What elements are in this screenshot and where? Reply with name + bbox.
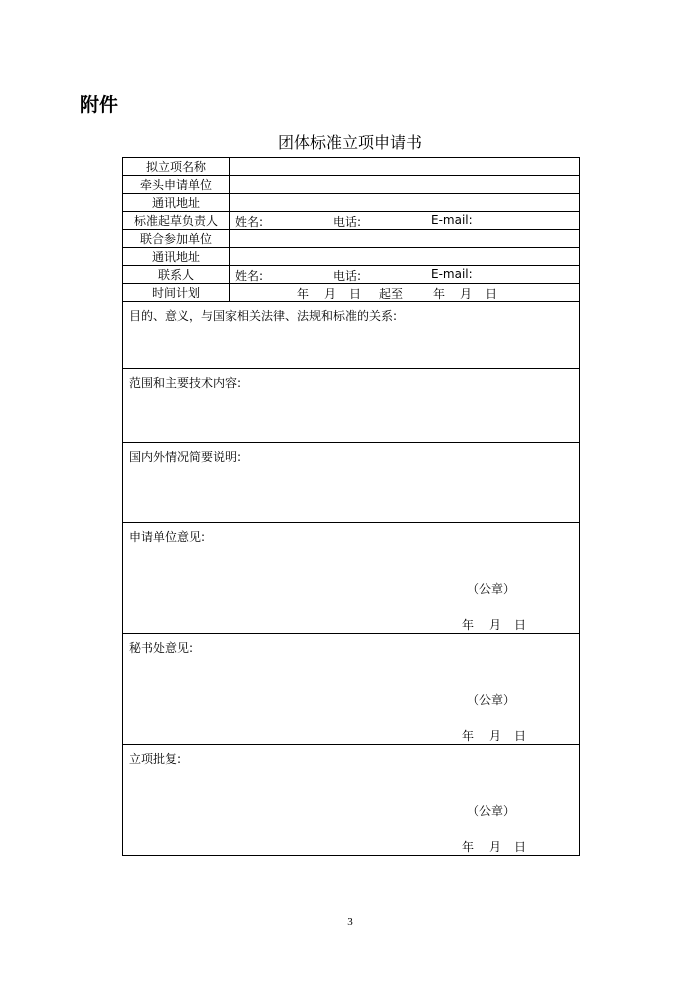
page-number: 3 bbox=[347, 916, 353, 928]
day-label: 日 bbox=[514, 840, 527, 854]
row-proposed-name bbox=[123, 158, 580, 176]
end-day-label: 日 bbox=[485, 287, 498, 301]
row-approval bbox=[123, 745, 580, 856]
month-label: 月 bbox=[489, 618, 502, 632]
phone-label: 电话: bbox=[333, 215, 362, 229]
field-purpose[interactable] bbox=[123, 302, 580, 369]
start-day-label: 日 bbox=[349, 287, 362, 301]
approval-label: 立项批复: bbox=[129, 752, 182, 766]
secretariat-opinion-label: 秘书处意见: bbox=[129, 641, 194, 655]
label-schedule: 时间计划 bbox=[123, 284, 230, 302]
day-label: 日 bbox=[514, 618, 527, 632]
seal-label: （公章） bbox=[467, 804, 516, 818]
label-contact-person: 联系人 bbox=[123, 266, 230, 284]
field-status[interactable] bbox=[123, 443, 580, 523]
applicant-opinion-label: 申请单位意见: bbox=[129, 530, 206, 544]
row-lead-address bbox=[123, 194, 580, 212]
row-schedule bbox=[123, 284, 580, 302]
label-joint-units: 联合参加单位 bbox=[123, 230, 230, 248]
row-applicant-opinion bbox=[123, 523, 580, 634]
field-approval[interactable] bbox=[123, 745, 580, 856]
scope-label: 范围和主要技术内容: bbox=[129, 376, 242, 390]
day-label: 日 bbox=[514, 729, 527, 743]
field-applicant-opinion[interactable] bbox=[123, 523, 580, 634]
row-scope bbox=[123, 369, 580, 443]
row-drafting-lead bbox=[123, 212, 580, 230]
row-contact-person bbox=[123, 266, 580, 284]
purpose-label: 目的、意义，与国家相关法律、法规和标准的关系: bbox=[129, 309, 398, 323]
field-lead-address[interactable] bbox=[230, 194, 580, 212]
row-joint-units bbox=[123, 230, 580, 248]
label-joint-address: 通讯地址 bbox=[123, 248, 230, 266]
email-label: E-mail: bbox=[431, 267, 473, 281]
end-year-label: 年 bbox=[433, 287, 446, 301]
month-label: 月 bbox=[489, 840, 502, 854]
phone-label: 电话: bbox=[333, 269, 362, 283]
field-proposed-name[interactable] bbox=[230, 158, 580, 176]
row-secretariat-opinion bbox=[123, 634, 580, 745]
start-month-label: 月 bbox=[324, 287, 337, 301]
row-joint-address bbox=[123, 248, 580, 266]
label-proposed-name: 拟立项名称 bbox=[123, 158, 230, 176]
field-scope[interactable] bbox=[123, 369, 580, 443]
end-month-label: 月 bbox=[460, 287, 473, 301]
field-drafting-lead-contact[interactable] bbox=[230, 212, 580, 230]
year-label: 年 bbox=[462, 840, 475, 854]
field-lead-unit[interactable] bbox=[230, 176, 580, 194]
field-joint-address[interactable] bbox=[230, 248, 580, 266]
year-label: 年 bbox=[462, 618, 475, 632]
attachment-label: 附件 bbox=[80, 94, 119, 116]
field-contact-person[interactable] bbox=[230, 266, 580, 284]
seal-label: （公章） bbox=[467, 693, 516, 707]
label-lead-address: 通讯地址 bbox=[123, 194, 230, 212]
label-drafting-lead: 标准起草负责人 bbox=[123, 212, 230, 230]
application-form-table bbox=[122, 157, 580, 856]
name-label: 姓名: bbox=[235, 269, 264, 283]
field-secretariat-opinion[interactable] bbox=[123, 634, 580, 745]
label-lead-unit: 牵头申请单位 bbox=[123, 176, 230, 194]
start-year-label: 年 bbox=[297, 287, 310, 301]
row-status bbox=[123, 443, 580, 523]
form-title: 团体标准立项申请书 bbox=[277, 133, 422, 152]
field-joint-units[interactable] bbox=[230, 230, 580, 248]
to-label: 起至 bbox=[379, 287, 404, 301]
name-label: 姓名: bbox=[235, 215, 264, 229]
status-label: 国内外情况简要说明: bbox=[129, 450, 242, 464]
field-schedule[interactable] bbox=[230, 284, 580, 302]
month-label: 月 bbox=[489, 729, 502, 743]
year-label: 年 bbox=[462, 729, 475, 743]
row-lead-unit bbox=[123, 176, 580, 194]
row-purpose bbox=[123, 302, 580, 369]
seal-label: （公章） bbox=[467, 582, 516, 596]
email-label: E-mail: bbox=[431, 213, 473, 227]
